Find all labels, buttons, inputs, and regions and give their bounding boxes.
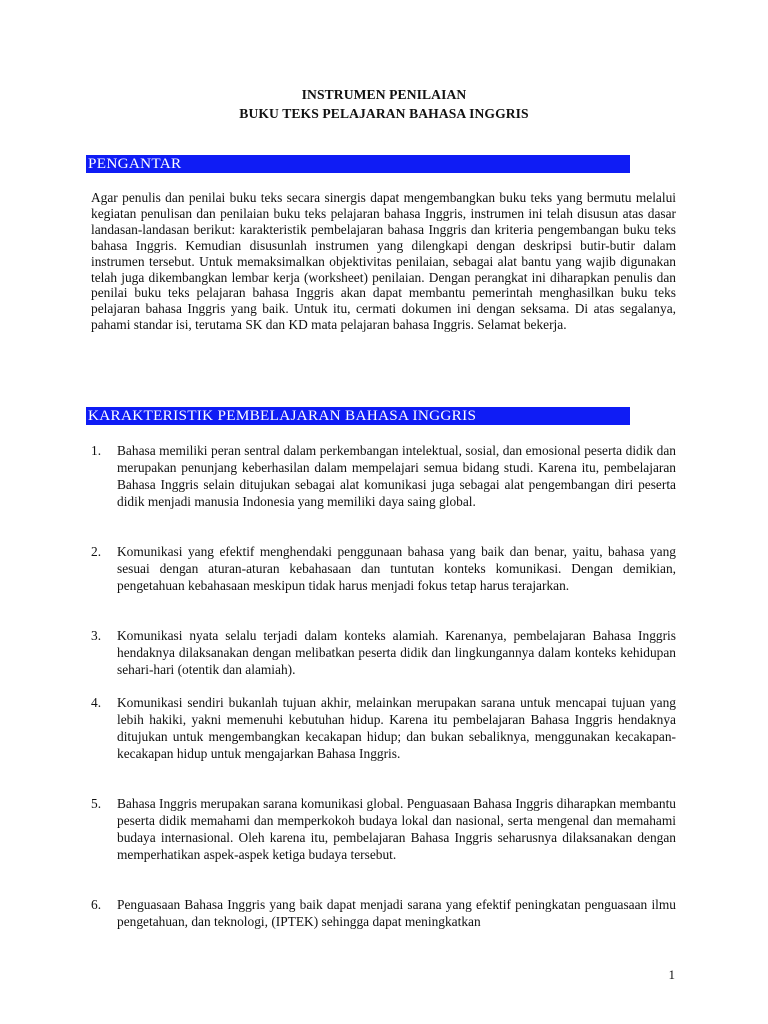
list-item-number: 5. xyxy=(91,796,102,811)
list-item xyxy=(91,795,676,863)
list-item xyxy=(91,543,676,594)
list-item-number: 3. xyxy=(91,628,102,643)
list-item xyxy=(91,627,676,678)
list-item-text: Komunikasi yang efektif menghendaki penggunaan bahasa yang baik dan benar, yaitu, bahasa yang sesuai dengan aturan-aturan kebahasaan dan tuntutan konteks komunikasi. Dengan demikian, pengetahuan kebahasaan meskipun tidak harus menjadi fokus tetap harus terajarkan. xyxy=(117,544,676,593)
list-item-number: 1. xyxy=(91,443,102,458)
list-item xyxy=(91,694,676,762)
list-item-text: Komunikasi nyata selalu terjadi dalam konteks alamiah. Karenanya, pembelajaran Bahasa Inggris hendaknya dilaksanakan dengan melibatkan peserta didik dan lingkungannya dalam konteks kehidupan sehari-hari (otentik dan alamiah). xyxy=(117,628,676,677)
pengantar-paragraph: Agar penulis dan penilai buku teks secara sinergis dapat mengembangkan buku teks yang bermutu melalui kegiatan penulisan dan penilaian buku teks pelajaran bahasa Inggris, instrumen ini telah disusun atas dasar landasan-landasan berikut: karakteristik pembelajaran bahasa Inggris dan kriteria pengembangan buku teks bahasa Inggris. Kemudian disusunlah instrumen yang dilengkapi dengan deskripsi butir-butir dalam instrumen tersebut. Untuk memaksimalkan objektivitas penilaian, sebagai alat bantu yang wajib digunakan telah juga dikembangkan lembar kerja (worksheet) penilaian. Dengan perangkat ini diharapkan penulis dan penilai buku teks pelajaran bahasa Inggris akan dapat membantu pemerintah menghasilkan buku teks pelajaran bahasa Inggris yang baik. Untuk itu, cermati dokumen ini dengan seksama. Di atas segalanya, pahami standar isi, terutama SK dan KD mata pelajaran bahasa Inggris. Selamat bekerja. xyxy=(91,190,676,333)
document-title-line-2: BUKU TEKS PELAJARAN BAHASA INGGRIS xyxy=(239,106,529,121)
page-number: 1 xyxy=(668,967,675,982)
list-item xyxy=(91,442,676,510)
section-heading-pengantar: PENGANTAR xyxy=(86,155,630,173)
list-item-number: 4. xyxy=(91,695,102,710)
list-item xyxy=(91,896,676,930)
list-item-text: Komunikasi sendiri bukanlah tujuan akhir, melainkan merupakan sarana untuk mencapai tujuan yang lebih hakiki, yakni memenuhi kebutuhan hidup. Karena itu pembelajaran Bahasa Inggris hendaknya ditujukan untuk mengembangkan kecakapan hidup; dan bukan sebaliknya, menggunakan kecakapan-kecakapan hidup untuk mengajarkan Bahasa Inggris. xyxy=(117,695,676,761)
list-item-text: Bahasa Inggris merupakan sarana komunikasi global. Penguasaan Bahasa Inggris diharapkan membantu peserta didik memahami dan memperkokoh budaya lokal dan nasional, serta mengenal dan memahami budaya internasional. Oleh karena itu, pembelajaran Bahasa Inggris seharusnya dilaksanakan dengan memperhatikan aspek-aspek ketiga budaya tersebut. xyxy=(117,796,676,862)
document-title-line-1: INSTRUMEN PENILAIAN xyxy=(301,87,467,102)
list-item-text: Bahasa memiliki peran sentral dalam perkembangan intelektual, sosial, dan emosional peserta didik dan merupakan penunjang keberhasilan dalam mempelajari semua bidang studi. Karena itu, pembelajaran Bahasa Inggris selain ditujukan sebagai alat komunikasi juga sebagai alat pengembangan diri peserta didik menjadi manusia Indonesia yang memiliki daya saing global. xyxy=(117,443,676,509)
list-item-number: 6. xyxy=(91,897,102,912)
list-item-number: 2. xyxy=(91,544,102,559)
list-item-text: Penguasaan Bahasa Inggris yang baik dapat menjadi sarana yang efektif peningkatan penguasaan ilmu pengetahuan, dan teknologi, (IPTEK) sehingga dapat meningkatkan xyxy=(117,897,676,929)
section-heading-karakteristik: KARAKTERISTIK PEMBELAJARAN BAHASA INGGRIS xyxy=(86,407,630,425)
